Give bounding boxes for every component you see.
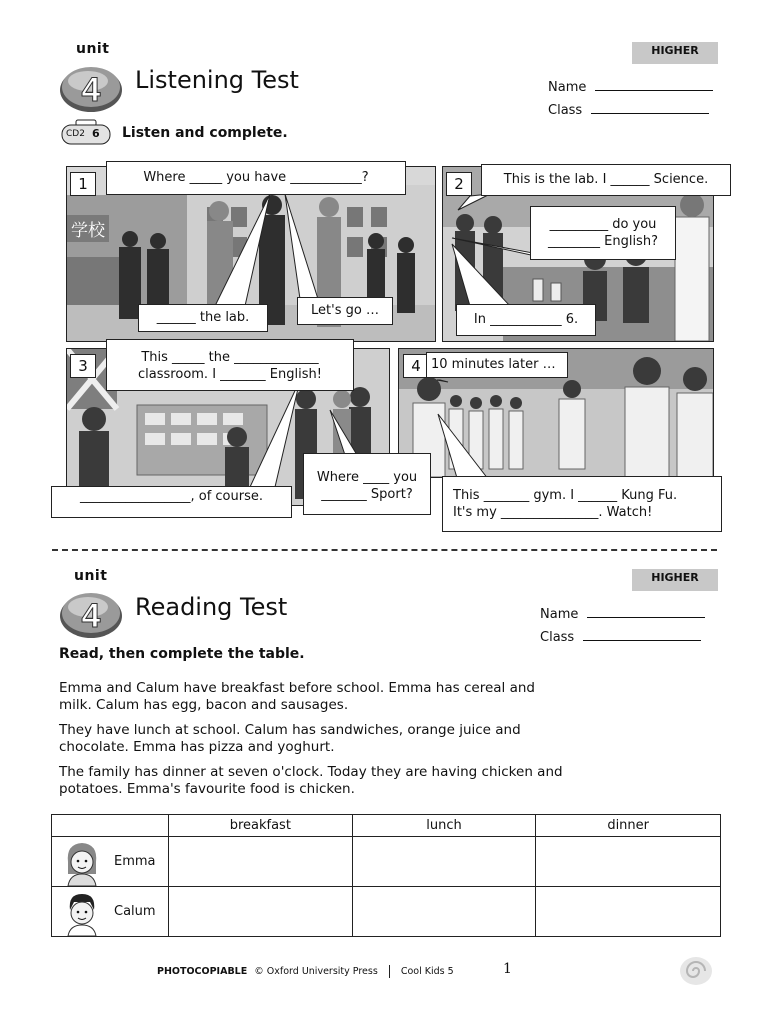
reading-name-label: Name <box>540 607 579 622</box>
reading-passage <box>59 680 564 798</box>
cd-label: CD2 <box>66 129 85 139</box>
page-number: 1 <box>503 961 512 977</box>
panel-number-2: 2 <box>446 172 472 196</box>
bubble-4-gym <box>442 476 722 532</box>
spiral-logo-icon <box>678 955 714 987</box>
table-row <box>52 837 721 887</box>
bubble-2-in: In ___________ 6. <box>456 304 596 336</box>
row-header-calum <box>52 887 169 937</box>
bubble-3-classroom-line-1: This _____ the _____________ <box>141 350 319 365</box>
school-sign: 学校 <box>67 215 109 242</box>
bubble-1-lets-go: Let's go … <box>297 297 393 325</box>
reading-level-badge: HIGHER <box>632 569 718 591</box>
bubble-2-question <box>530 206 676 260</box>
publisher-label: © Oxford University Press <box>254 966 378 977</box>
footer-divider <box>389 965 390 978</box>
class-label: Class <box>548 103 583 118</box>
unit-number: 4 <box>81 71 101 109</box>
bubble-3-of-course: _________________, of course. <box>51 486 292 518</box>
panel-number-3: 3 <box>70 354 96 378</box>
bubble-1-lab: ______ the lab. <box>138 304 268 332</box>
calum-breakfast-cell[interactable] <box>168 887 352 937</box>
bubble-4-later: 10 minutes later … <box>426 352 568 378</box>
column-header-dinner: dinner <box>536 815 721 837</box>
bubble-1-question: Where _____ you have ___________? <box>106 161 406 195</box>
reading-paragraph-2: They have lunch at school. Calum has sandwiches, orange juice and chocolate. Emma has pizza and yoghurt. <box>59 722 521 755</box>
page-title: Listening Test <box>135 66 299 94</box>
reading-paragraph-1: Emma and Calum have breakfast before school. Emma has cereal and milk. Calum has egg, bacon and sausages. <box>59 680 535 713</box>
emma-avatar <box>58 838 106 886</box>
emma-lunch-cell[interactable] <box>352 837 536 887</box>
row-header-emma <box>52 837 169 887</box>
row-label-calum: Calum <box>114 904 156 919</box>
cut-line <box>52 549 717 551</box>
name-label: Name <box>548 80 587 95</box>
column-header-breakfast: breakfast <box>168 815 352 837</box>
level-badge: HIGHER <box>632 42 718 64</box>
bubble-2-lab: This is the lab. I ______ Science. <box>481 164 731 196</box>
reading-class-field <box>540 630 701 645</box>
calum-avatar <box>58 888 106 936</box>
emma-dinner-cell[interactable] <box>536 837 721 887</box>
panel-number-1: 1 <box>70 172 96 196</box>
reading-instruction: Read, then complete the table. <box>59 646 305 662</box>
cd-track: 6 <box>92 127 100 140</box>
reading-class-label: Class <box>540 630 575 645</box>
row-label-emma: Emma <box>114 854 156 869</box>
reading-unit-number-badge <box>58 586 124 640</box>
bubble-3-classroom <box>106 339 354 391</box>
reading-unit-number: 4 <box>81 597 101 635</box>
bubble-3-sport-line-2: _______ Sport? <box>321 487 413 502</box>
reading-class-line <box>583 640 701 641</box>
bubble-3-sport-line-1: Where ____ you <box>316 470 418 485</box>
photocopiable-label: PHOTOCOPIABLE <box>157 966 248 977</box>
emma-breakfast-cell[interactable] <box>168 837 352 887</box>
bubble-4-gym-line-1: This _______ gym. I ______ Kung Fu. <box>453 488 678 503</box>
bubble-2-question-line-2: ________ English? <box>548 234 658 249</box>
calum-dinner-cell[interactable] <box>536 887 721 937</box>
bubble-3-classroom-line-2: classroom. I _______ English! <box>138 367 322 382</box>
book-label: Cool Kids 5 <box>400 966 454 977</box>
unit-label: unit <box>76 41 110 57</box>
instruction: Listen and complete. <box>122 125 288 141</box>
bubble-3-sport <box>303 453 431 515</box>
reading-title: Reading Test <box>135 593 288 621</box>
food-table <box>51 814 721 937</box>
bubble-4-gym-line-2: It's my _______________. Watch! <box>453 505 653 520</box>
bubble-2-question-line-1: _________ do you <box>549 217 657 232</box>
footer <box>157 965 454 978</box>
reading-unit-label: unit <box>74 568 108 584</box>
reading-paragraph-3: The family has dinner at seven o'clock. Today they are having chicken and potatoes. Emma's favourite food is chicken. <box>59 764 563 797</box>
column-header-lunch: lunch <box>352 815 536 837</box>
panel-number-4: 4 <box>403 354 429 378</box>
table-header-row <box>52 815 721 837</box>
reading-name-line <box>587 617 705 618</box>
reading-name-field <box>540 607 705 622</box>
table-corner <box>52 815 169 837</box>
table-row <box>52 887 721 937</box>
calum-lunch-cell[interactable] <box>352 887 536 937</box>
